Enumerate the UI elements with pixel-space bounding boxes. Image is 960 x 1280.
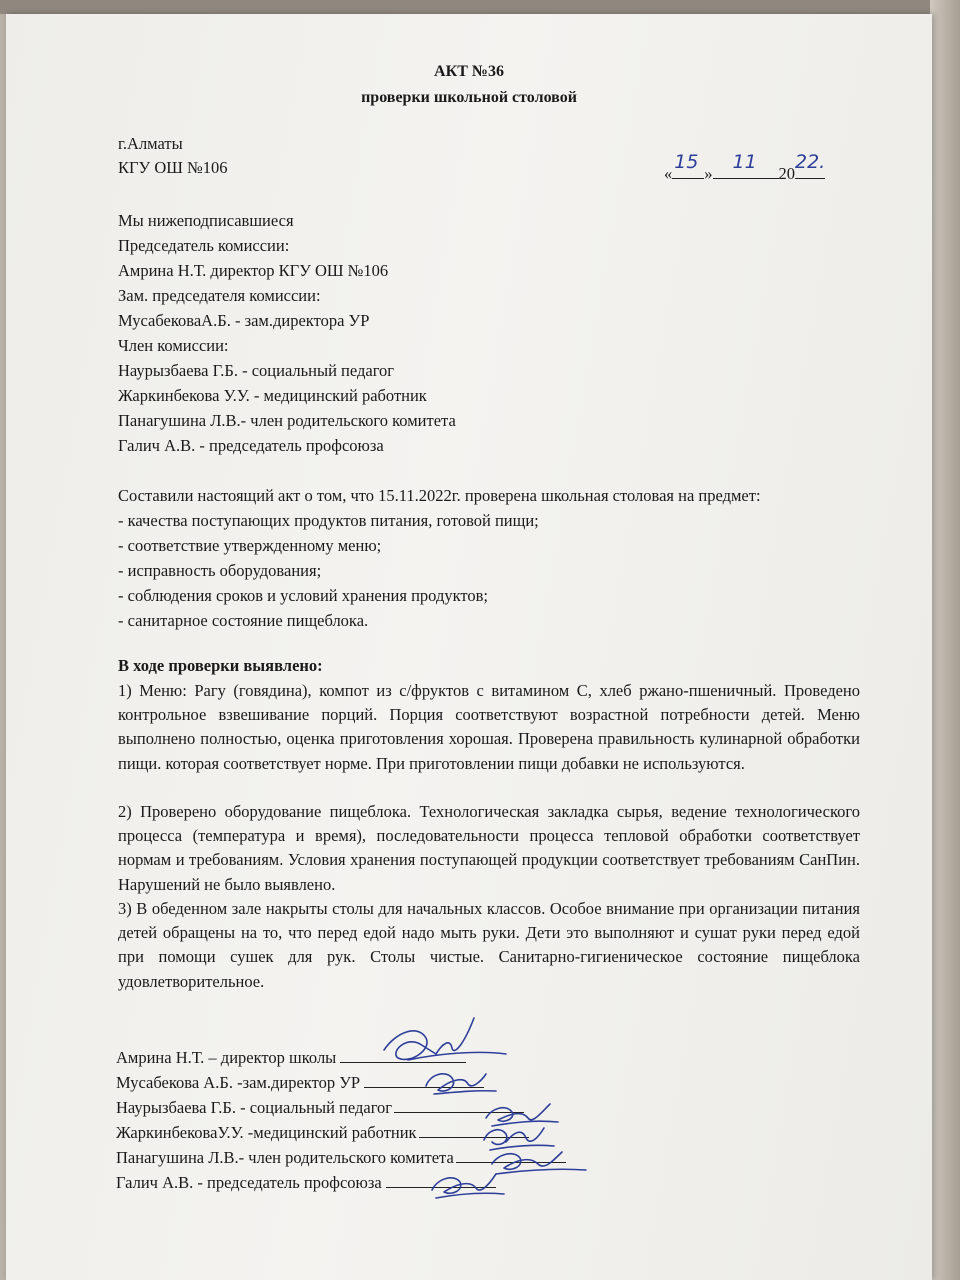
signature-line	[116, 1119, 529, 1145]
signature-line	[116, 1094, 524, 1120]
signature-name: Наурызбаева Г.Б. - социальный педагог	[116, 1098, 393, 1117]
commission-line: Наурызбаева Г.Б. - социальный педагог	[118, 361, 395, 380]
date-month: 11	[732, 151, 757, 173]
signature-blank	[419, 1119, 529, 1138]
commission-line: Председатель комиссии:	[118, 236, 290, 255]
signature-blank	[456, 1144, 566, 1163]
commission-line: Панагушина Л.В.- член родительского комитета	[118, 411, 456, 430]
signature-blank	[394, 1094, 524, 1113]
signature-line	[116, 1144, 566, 1170]
date-year-suffix: 22.	[795, 151, 826, 173]
date-day: 15	[674, 151, 699, 173]
finding-item: 2) Проверено оборудование пищеблока. Технологическая закладка сырья, ведение технологического процесса (температура и время), последовательности процесса тепловой обработки соответствует нормам и требованиям. Условия хранения поступающей продукции соответствует требованиям СанПин. Нарушений не было выявлено.	[118, 802, 860, 894]
signature-name: Галич А.В. - председатель профсоюза	[116, 1173, 382, 1192]
commission-line: Мы нижеподписавшиеся	[118, 211, 294, 230]
signature-name: Панагушина Л.В.- член родительского комитета	[116, 1148, 454, 1167]
date-close-quote: »	[704, 164, 713, 183]
date-day-line	[672, 151, 704, 179]
purpose-line: - исправность оборудования;	[118, 561, 322, 580]
background-top	[0, 0, 960, 14]
finding-item: 1) Меню: Рагу (говядина), компот из с/фруктов с витамином С, хлеб ржано-пшеничный. Проведено контрольное взвешивание порций. Порция соответствуют возрастной потребности детей. Меню выполнено полностью, оценка приготовления хорошая. Проверена правильность кулинарной обработки пищи. которая соответствует норме. При приготовлении пищи добавки не используются.	[118, 681, 860, 773]
date-year-prefix: 20	[778, 164, 795, 183]
document-page	[6, 14, 932, 1280]
signature-name: Мусабекова А.Б. -зам.директор УР	[116, 1073, 361, 1092]
background-right	[930, 0, 960, 1280]
organization: КГУ ОШ №106	[118, 158, 228, 177]
purpose-line: - соответствие утвержденному меню;	[118, 536, 382, 555]
signature-line	[116, 1169, 496, 1195]
purpose-line: - качества поступающих продуктов питания, готовой пищи;	[118, 511, 539, 530]
commission-line: Галич А.В. - председатель профсоюза	[118, 436, 384, 455]
finding-item: 3) В обеденном зале накрыты столы для начальных классов. Особое внимание при организации питания детей обращены на то, что перед едой надо мыть руки. Дети это выполняют и сушат руки перед едой при помощи сушек для рук. Столы чистые. Санитарно-гигиеническое состояние пищеблока удовлетворительное.	[118, 899, 860, 991]
city: г.Алматы	[118, 134, 183, 153]
date-year-line	[795, 151, 826, 179]
purpose-line: Составили настоящий акт о том, что 15.11.2022г. проверена школьная столовая на предмет:	[118, 486, 761, 505]
date-month-line	[713, 151, 779, 179]
findings-heading: В ходе проверки выявлено:	[118, 656, 323, 675]
document-title: АКТ №36	[434, 63, 504, 80]
signature-blank	[386, 1169, 496, 1188]
signature-blank	[340, 1044, 466, 1063]
commission-line: МусабековаА.Б. - зам.директора УР	[118, 311, 370, 330]
signature-line	[116, 1044, 466, 1070]
purpose-line: - соблюдения сроков и условий хранения продуктов;	[118, 586, 489, 605]
signature-line	[116, 1069, 484, 1095]
document-subtitle: проверки школьной столовой	[361, 89, 577, 106]
date-open-quote: «	[664, 164, 673, 183]
signature-name: ЖаркинбековаУ.У. -медицинский работник	[116, 1123, 417, 1142]
purpose-line: - санитарное состояние пищеблока.	[118, 611, 369, 630]
commission-line: Зам. председателя комиссии:	[118, 286, 321, 305]
signature-blank	[364, 1069, 484, 1088]
commission-line: Член комиссии:	[118, 336, 229, 355]
signature-name: Амрина Н.Т. – директор школы	[116, 1048, 337, 1067]
commission-line: Амрина Н.Т. директор КГУ ОШ №106	[118, 261, 389, 280]
commission-line: Жаркинбекова У.У. - медицинский работник	[118, 386, 427, 405]
document-date	[664, 151, 826, 186]
